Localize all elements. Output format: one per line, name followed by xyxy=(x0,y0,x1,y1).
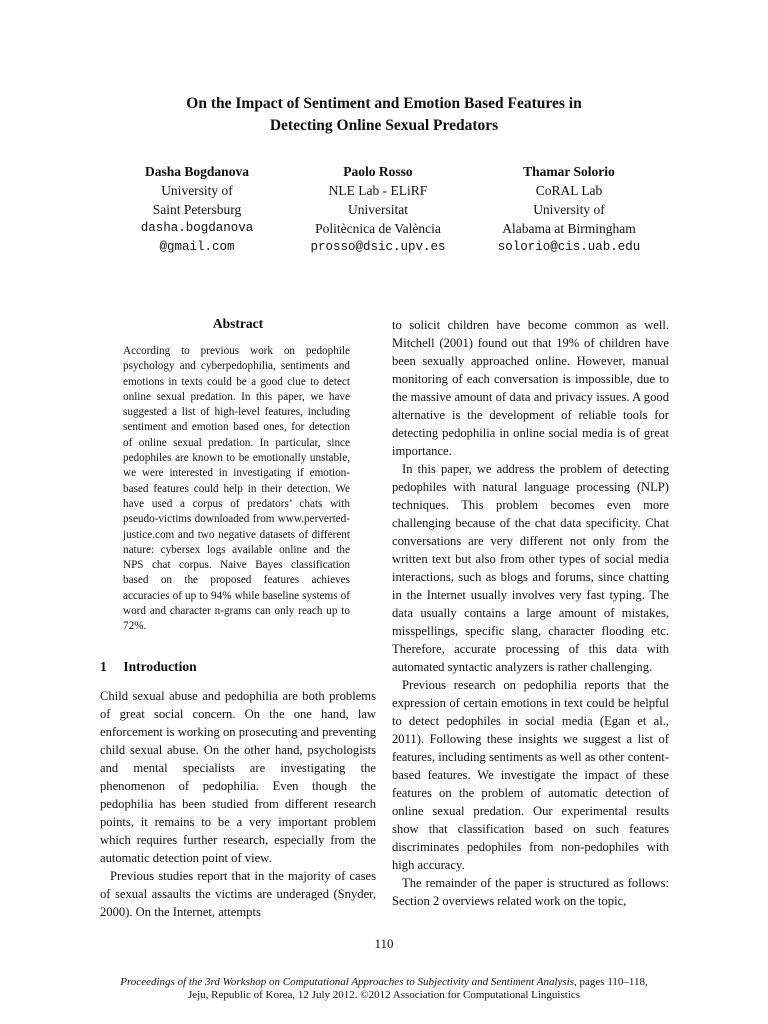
author-affiliation: Alabama at Birmingham xyxy=(502,221,636,236)
footer-line-2: Jeju, Republic of Korea, 12 July 2012. ©2012 Association for Computational Linguistics xyxy=(187,989,581,1001)
author-3 xyxy=(474,162,664,257)
body-paragraph: Child sexual abuse and pedophilia are both problems of great social concern. On the one hand, law enforcement is working on prosecuting and preventing child sexual abuse. On the other hand, psychologists and mental specialists are investigating the phenomenon of pedophilia. Even though the pedophilia has been studied from different research points, it remains to be a very important problem which requires further research, especially from the automatic detection point of view. xyxy=(100,688,376,865)
author-affiliation: University of xyxy=(533,202,605,217)
body-paragraph: The remainder of the paper is structured as follows: Section 2 overviews related work on the topic, xyxy=(392,876,669,908)
author-2 xyxy=(292,162,464,257)
title-line-1: On the Impact of Sentiment and Emotion Based Features in xyxy=(186,95,582,112)
left-column xyxy=(100,316,376,921)
author-name: Thamar Solorio xyxy=(523,164,615,179)
section-title: Introduction xyxy=(123,658,197,674)
section-heading-introduction xyxy=(100,659,376,675)
page-number: 110 xyxy=(374,936,394,951)
title-line-2: Detecting Online Sexual Predators xyxy=(269,117,499,134)
author-1 xyxy=(112,162,282,257)
author-email: prosso@dsic.upv.es xyxy=(310,240,446,254)
author-name: Dasha Bogdanova xyxy=(145,164,249,179)
author-email: solorio@cis.uab.edu xyxy=(497,240,641,254)
footer-line-1 xyxy=(0,976,768,989)
footer-venue: Proceedings of the 3rd Workshop on Computational Approaches to Subjectivity and Sentiment Analysis xyxy=(120,976,575,988)
body-paragraph: to solicit children have become common as well. Mitchell (2001) found out that 19% of children have been sexually approached online. However, manual monitoring of each conversation is impossible, due to the massive amount of data and privacy issues. A good alternative is the development of reliable tools for detecting pedophilia in online social media is of great importance. xyxy=(392,318,669,458)
section-number: 1 xyxy=(100,658,107,674)
body-paragraph: In this paper, we address the problem of detecting pedophiles with natural language processing (NLP) techniques. This problem becomes even more challenging because of the chat data specificity. Chat conversations are very different not only from the written text but also from other types of social media interactions, such as blogs and forums, since chatting in the Internet usually involves very fast typing. The data usually contains a large amount of mistakes, misspellings, specific slang, character flooding etc. Therefore, accurate processing of this data with automated syntactic analyzers is rather challenging. xyxy=(392,462,669,674)
author-affiliation: Universitat xyxy=(348,202,408,217)
right-column xyxy=(392,316,669,910)
body-paragraph: Previous studies report that in the majority of cases of sexual assaults the victims are underaged (Snyder, 2000). On the Internet, attempts xyxy=(100,868,376,919)
author-affiliation: NLE Lab - ELiRF xyxy=(328,183,428,198)
paper-title xyxy=(0,93,768,137)
author-name: Paolo Rosso xyxy=(343,164,413,179)
author-email: dasha.bogdanova xyxy=(140,221,254,235)
body-paragraph: Previous research on pedophilia reports that the expression of certain emotions in text could be helpful to detect pedophiles in social media (Egan et al., 2011). Following these insights we suggest a list of features, including sentiments as well as other content-based features. We investigate the impact of these features on the problem of automatic detection of online sexual predation. Our experimental results show that classification based on such features discriminates pedophiles from non-pedophiles with high accuracy. xyxy=(392,678,669,872)
author-email: @gmail.com xyxy=(159,240,235,254)
abstract-heading: Abstract xyxy=(212,316,264,331)
abstract-text: According to previous work on pedophile psychology and cyberpedophilia, sentiments and emotions in texts could be a good clue to detect online sexual predation. In this paper, we have suggested a list of high-level features, including sentiment and emotion based ones, for detection of online sexual predation. In particular, since pedophiles are known to be emotionally unstable, we were interested in investigating if emotion-based features could help in their detection. We have used a corpus of predators’ chats with pseudo-victims downloaded from www.perverted-justice.com and two negative datasets of different nature: cybersex logs available online and the NPS chat corpus. Naive Bayes classification based on the proposed features achieves accuracies of up to 94% while baseline systems of word and character n-grams can only reach up to 72%. xyxy=(123,345,350,633)
footer-pages: , pages 110–118, xyxy=(574,976,648,988)
author-affiliation: Politècnica de València xyxy=(315,221,441,236)
author-affiliation: Saint Petersburg xyxy=(152,202,242,217)
author-affiliation: University of xyxy=(161,183,233,198)
page-footer xyxy=(0,976,768,1002)
author-affiliation: CoRAL Lab xyxy=(535,183,603,198)
